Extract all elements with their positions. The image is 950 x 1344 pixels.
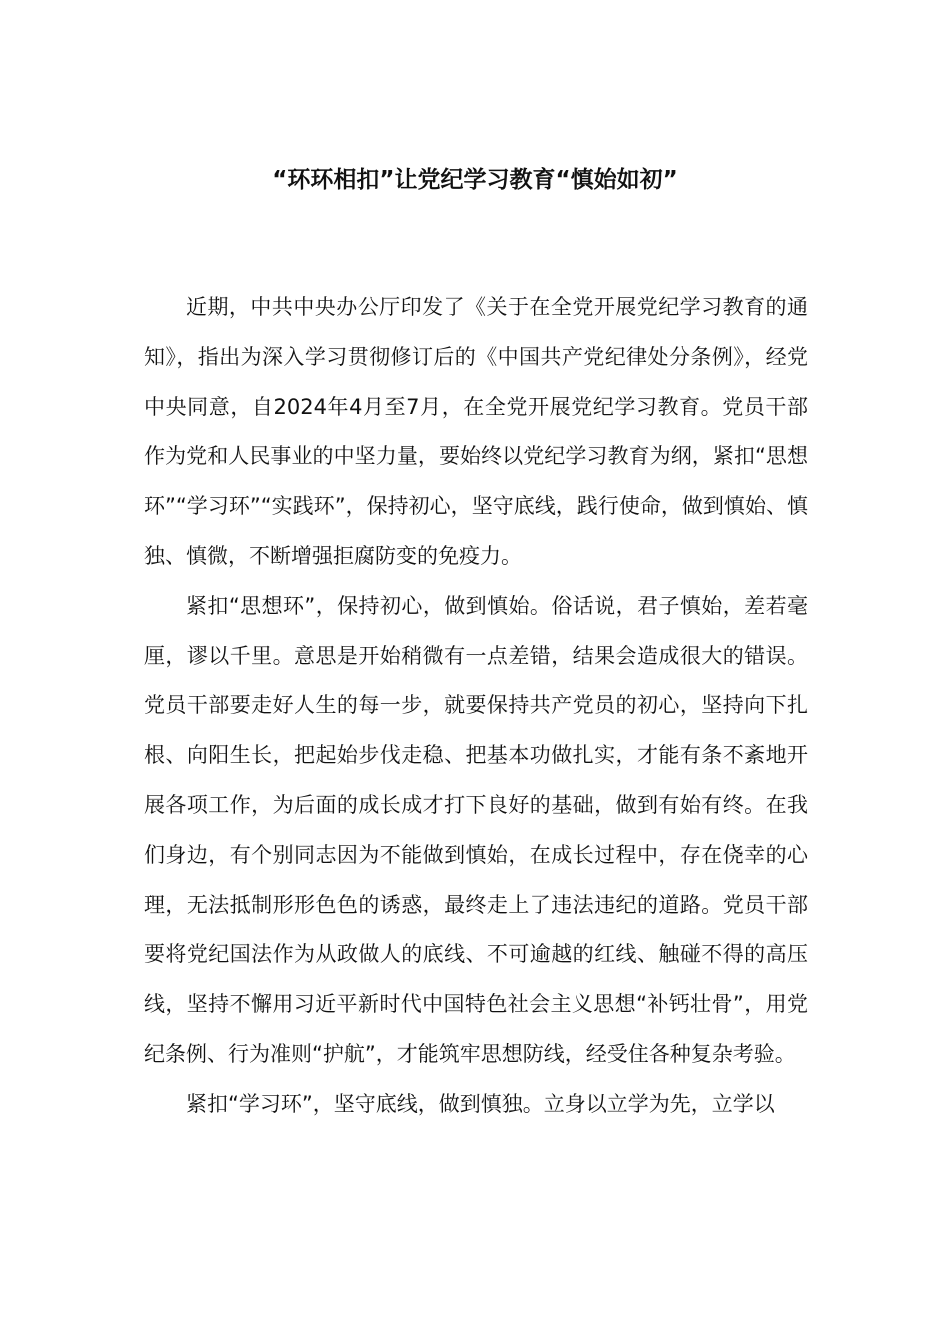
paragraph: 紧扣“思想环”，保持初心，做到慎始。俗话说，君子慎始，差若毫厘，谬以千里。意思是开始稍微有一点差错，结果会造成很大的错误。党员干部要走好人生的每一步，就要保持共产党员的初心，坚持向下扎根、向阳生长，把起始步伐走稳、把基本功做扎实，才能有条不紊地开展各项工作，为后面的成长成才打下良好的基础，做到有始有终。在我们身边，有个别同志因为不能做到慎始，在成长过程中，存在侥幸的心理，无法抵制形形色色的诱惑，最终走上了违法违纪的道路。党员干部要将党纪国法作为从政做人的底线、不可逾越的红线、触碰不得的高压线，坚持不懈用习近平新时代中国特色社会主义思想“补钙壮骨”，用党纪条例、行为准则“护航”，才能筑牢思想防线，经受住各种复杂考验。 [144,593,808,1066]
paragraph: 近期，中共中央办公厅印发了《关于在全党开展党纪学习教育的通知》，指出为深入学习贯彻修订后的《中国共产党纪律处分条例》，经党中央同意，自2024年4月至7月，在全党开展党纪学习教育。党员干部作为党和人民事业的中坚力量，要始终以党纪学习教育为纲，紧扣“思想环”“学习环”“实践环”，保持初心，坚守底线，践行使命，做到慎始、慎独、慎微，不断增强拒腐防变的免疫力。 [144,295,808,568]
paragraph: 紧扣“学习环”，坚守底线，做到慎独。立身以立学为先，立学以 [186,1091,775,1116]
document-title: “环环相扣”让党纪学习教育“慎始如初” [272,167,678,193]
document-body [144,283,808,1130]
